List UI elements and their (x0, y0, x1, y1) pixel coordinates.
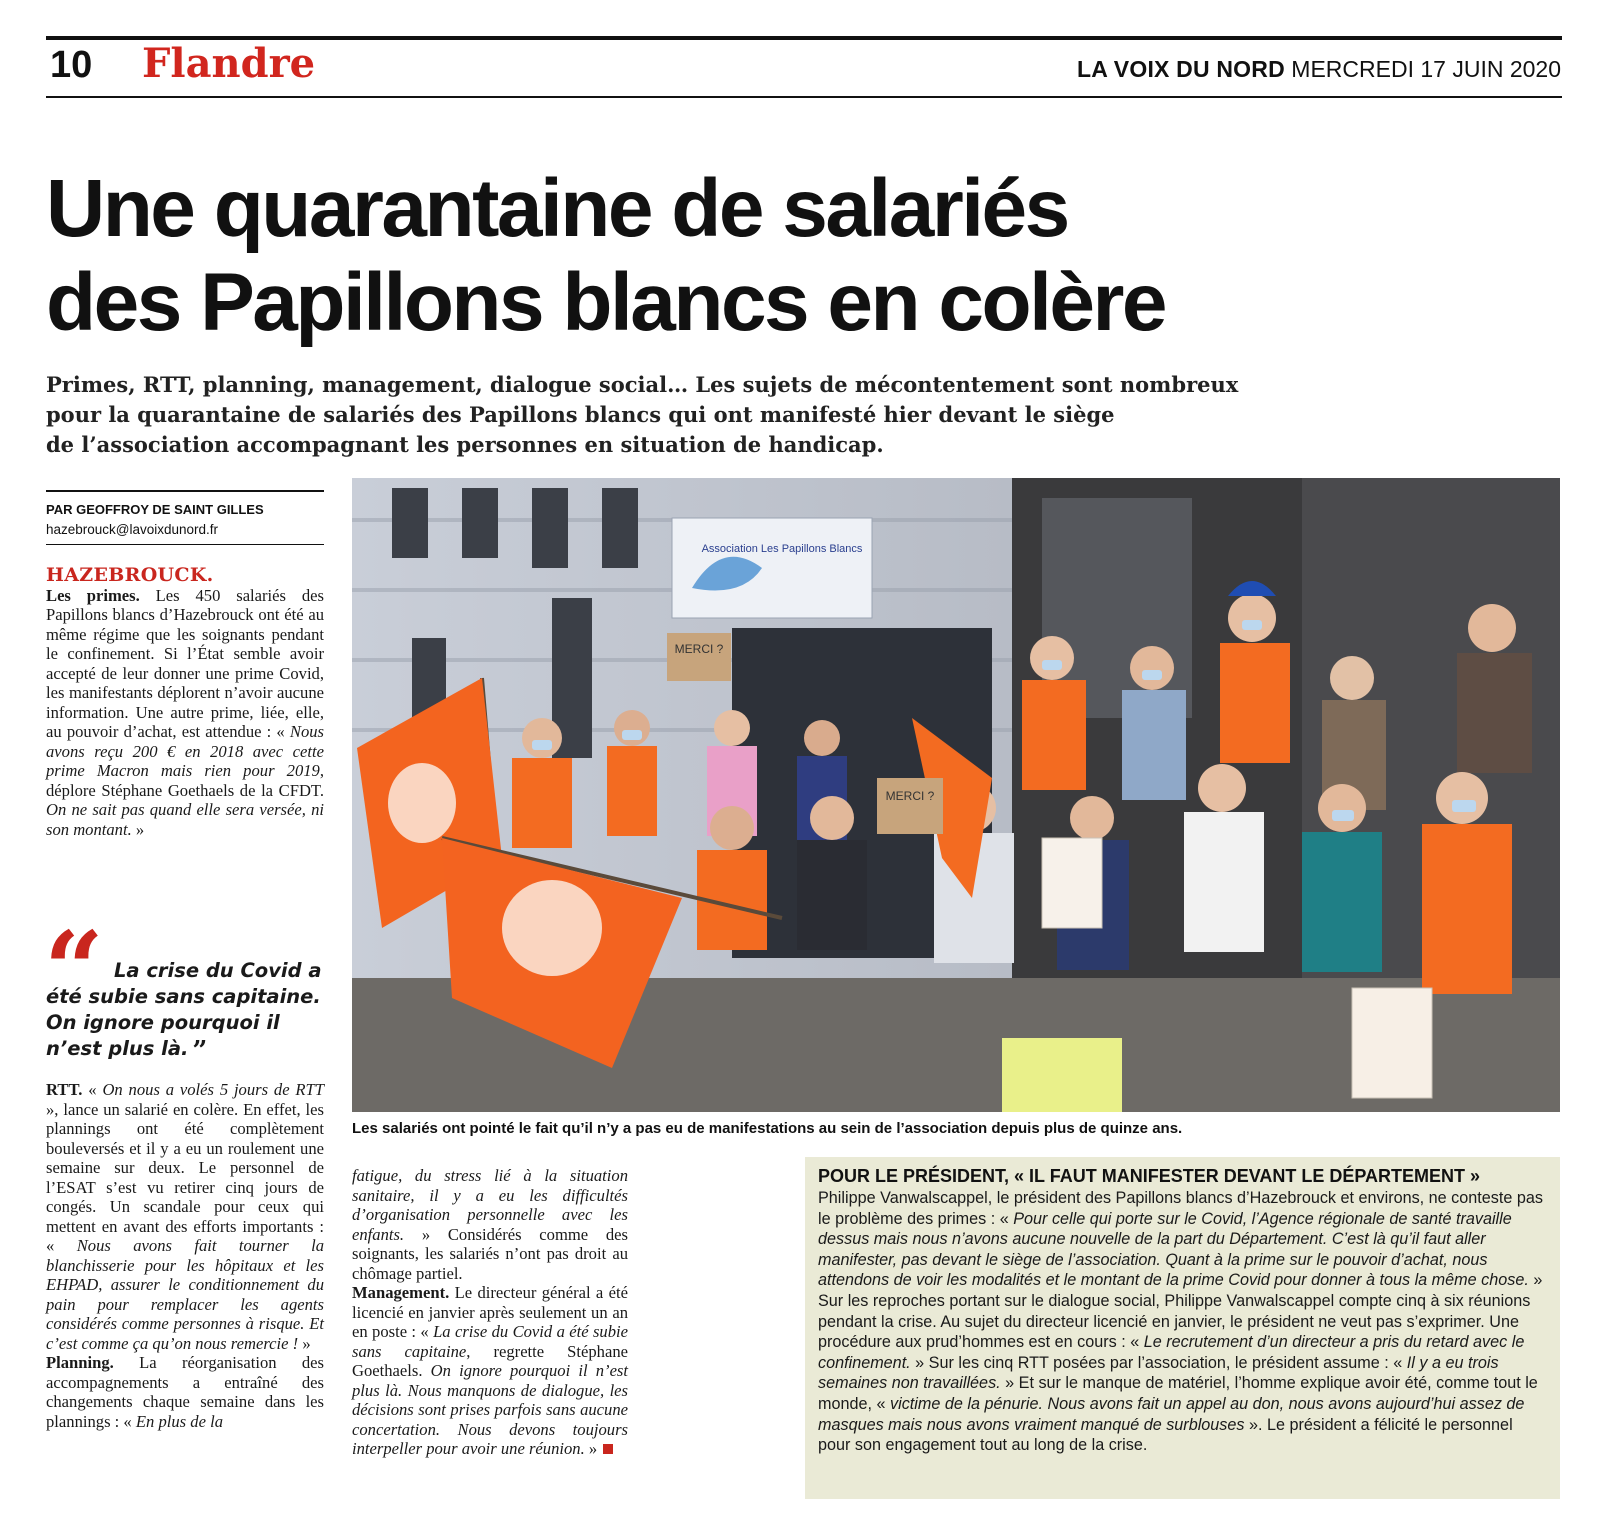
page-number: 10 (50, 44, 93, 86)
management-lead: Management. (352, 1283, 450, 1302)
byline: PAR GEOFFROY DE SAINT GILLES (46, 502, 264, 517)
primes-paragraph: HAZEBROUCK. Les primes. Les 450 salariés des Papillons blancs d’Hazebrouck ont été au même régime que les soignants pendant le confinement. Si l’État semble avoir accepté de leur donner une prime Covid, les manifestants déplorent n’avoir aucune information. Une autre prime, liée, elle, au pouvoir d’achat, est attendue : « Nous avons reçu 200 € en 2018 avec cette prime Macron mais rien pour 2019, déplore Stéphane Goethaels de la CFDT. On ne sait pas quand elle sera versée, ni son montant. » (46, 564, 324, 839)
planning-lead: Planning. (46, 1353, 114, 1372)
end-of-article-mark (603, 1444, 613, 1454)
standfirst-line-3: de l’association accompagnant les personnes en situation de handicap. (46, 432, 884, 457)
byline-rule (46, 490, 324, 492)
byline-bottom-rule (46, 544, 324, 545)
pull-quote (46, 958, 322, 1064)
sign-merci-2: MERCI ? (885, 789, 935, 803)
headline-line-1: Une quarantaine de salariés (46, 163, 1068, 254)
protest-photo-illustration (352, 478, 1560, 1112)
sidebar-paragraph-1: Philippe Vanwalscappel, le président des Papillons blancs d’Hazebrouck et environs, ne conteste pas le problème des primes : « Pour celle qui porte sur le Covid, l’Agence régionale de santé travaille dessus mais nous n’avons aucune nouvelle de la part du Département. C’est là qu’il faut aller manifester, pas devant le siège de l’association. Quant à la prime sur le pouvoir d’achat, nous attendons de voir les modalités et le montant de la prime Covid pour donner à tous la même chose. » (818, 1189, 1543, 1290)
article-column-1-bottom (46, 1080, 324, 1431)
header-bottom-rule (46, 96, 1562, 98)
open-quote-mark: “ (44, 908, 104, 1031)
facade-sign: Association Les Papillons Blancs (701, 543, 863, 555)
close-quote-mark: ” (192, 1036, 208, 1066)
sidebar-body (818, 1188, 1543, 1456)
newspaper-name: LA VOIX DU NORD (1077, 56, 1285, 82)
masthead (1077, 56, 1561, 83)
rtt-paragraph: RTT. « On nous a volés 5 jours de RTT », lance un salarié en colère. En effet, les plannings ont été complètement bouleversés et il y a eu un roulement une semaine sur deux. Le personnel de l’ESAT s’est vu retirer cinq jours de congés. Un scandale pour ceux qui mettent en avant des efforts importants : « Nous avons fait tourner la blanchisserie pour les hôpitaux et les EHPAD, assurer le conditionnement du pain pour remplacer les agents considérés comme personnes à risque. Et c’est comme ça qu’on nous remercie ! » (46, 1080, 325, 1353)
section-name: Flandre (142, 40, 316, 87)
author-email[interactable]: hazebrouck@lavoixdunord.fr (46, 522, 219, 537)
headline-line-2: des Papillons blancs en colère (46, 257, 1166, 348)
rtt-lead: RTT. (46, 1080, 83, 1099)
standfirst (46, 370, 1246, 460)
article-column-2 (352, 1166, 628, 1459)
management-paragraph: Management. Le directeur général a été licencié en janvier après seulement un an en poste : « La crise du Covid a été subie sans capitaine, regrette Stéphane Goethaels. On ignore pourquoi il n’est plus là. Nous manquons de dialogue, les décisions sont prises parfois sans aucune concertation. Nous devons toujours interpeller pour avoir une réunion. » (352, 1283, 629, 1458)
article-photo (352, 478, 1560, 1112)
article-column-1-top (46, 566, 324, 839)
standfirst-line-1: Primes, RTT, planning, management, dialogue social… Les sujets de mécontentement sont nombreux (46, 372, 1239, 397)
issue-date: MERCREDI 17 JUIN 2020 (1291, 56, 1561, 82)
sidebar-paragraph-2: Sur les reproches portant sur le dialogue social, Philippe Vanwalscappel compte cinq à six réunions pendant la crise. Au sujet du directeur licencié en janvier, le président ne veut pas s’exprimer. Une procédure aux prud’hommes est en cours : « Le recrutement d’un directeur a pris du retard avec le confinement. » Sur les cinq RTT posées par l’association, le président assume : « Il y a eu trois semaines non travaillées. » Et sur le manque de matériel, l’homme explique avoir été, comme tout le monde, « victime de la pénurie. Nous avons fait un appel au don, nous avons aujourd’hui assez de masques mais nous avons vraiment manqué de surblouses ». Le président a félicité le personnel pour son engagement tout au long de la crise. (818, 1291, 1538, 1455)
planning-paragraph: Planning. La réorganisation des accompagnements a entraîné des changements chaque semaine dans les plannings : « En plus de la (46, 1353, 324, 1431)
standfirst-line-2: pour la quarantaine de salariés des Papillons blancs qui ont manifesté hier devant le siège (46, 402, 1115, 427)
planning-continued: fatigue, du stress lié à la situation sanitaire, il y a eu les difficultés d’organisation personnelle avec les enfants. » Considérés comme des soignants, les salariés n’ont pas droit au chômage partiel. (352, 1166, 628, 1283)
sidebar-title: POUR LE PRÉSIDENT, « IL FAUT MANIFESTER DEVANT LE DÉPARTEMENT » (818, 1166, 1481, 1186)
primes-lead: Les primes. (46, 585, 140, 605)
pull-quote-text: La crise du Covid a été subie sans capitaine. On ignore pourquoi il n’est plus là. (46, 959, 322, 1060)
dateline: HAZEBROUCK. (46, 564, 214, 586)
sign-merci-1: MERCI ? (674, 642, 724, 656)
photo-caption: Les salariés ont pointé le fait qu’il n’y a pas eu de manifestations au sein de l’association depuis plus de quinze ans. (352, 1120, 1183, 1137)
headline (46, 162, 1346, 350)
